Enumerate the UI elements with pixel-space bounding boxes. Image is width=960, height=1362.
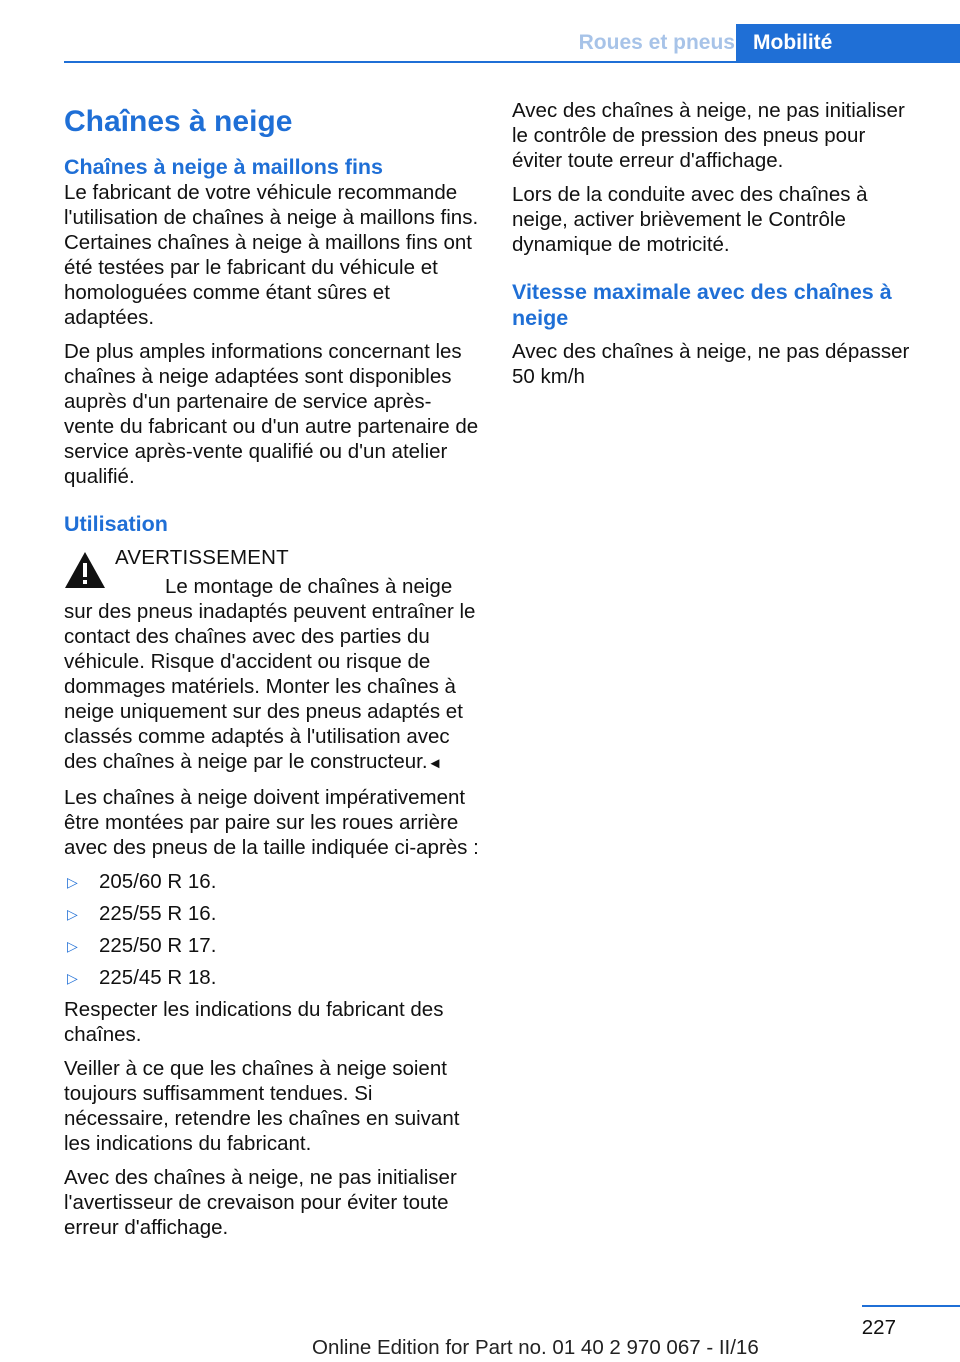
paragraph: Respecter les indications du fabricant des chaînes. <box>64 998 444 1046</box>
bullet-triangle-icon: ▷ <box>67 906 78 922</box>
tire-size-list <box>64 869 480 990</box>
warning-block <box>64 545 480 776</box>
end-mark-icon: ◄ <box>427 755 443 772</box>
bullet-triangle-icon: ▷ <box>67 874 78 890</box>
list-item <box>64 965 480 990</box>
page-number: 227 <box>861 1316 896 1339</box>
section-heading-usage: Utilisation <box>64 512 168 536</box>
warning-title: AVERTISSEMENT <box>115 546 289 569</box>
paragraph: Veiller à ce que les chaînes à neige soient toujours suffisamment tendues. Si nécessaire, retendre les chaînes en suivant les indications du fabricant. <box>64 1057 460 1155</box>
page-title: Chaînes à neige <box>64 105 293 138</box>
edition-note: Online Edition for Part no. 01 40 2 970 067 - II/16 <box>312 1336 759 1359</box>
paragraph: Avec des chaînes à neige, ne pas initialiser l'avertisseur de crevaison pour éviter toute erreur d'affichage. <box>64 1166 457 1239</box>
bullet-triangle-icon: ▷ <box>67 938 78 954</box>
paragraph: Le fabricant de votre véhicule recommande l'utilisation de chaînes à neige à maillons fins. Certaines chaînes à neige à maillons fins ont été testées par le fabricant du véhicule et homologuées comme étant sûres et adaptées. <box>64 181 479 329</box>
warning-body <box>64 574 480 776</box>
paragraph: De plus amples informations concernant les chaînes à neige adaptées sont disponibles auprès d'un partenaire de service après-vente du fabricant ou d'un autre partenaire de service après-vente qualifié ou d'un atelier qualifié. <box>64 340 479 488</box>
tire-size: 225/55 R 16. <box>99 902 217 925</box>
paragraph: Avec des chaînes à neige, ne pas dépasser 50 km/h <box>512 340 910 388</box>
paragraph: Avec des chaînes à neige, ne pas initialiser le contrôle de pression des pneus pour éviter toute erreur d'affichage. <box>512 99 905 172</box>
tire-size: 205/60 R 16. <box>99 870 217 893</box>
section-heading-max-speed: Vitesse maximale avec des chaînes à neige <box>512 280 892 330</box>
paragraph: Les chaînes à neige doivent impérativement être montées par paire sur les roues arrière avec des pneus de la taille indiquée ci-après : <box>64 786 479 859</box>
header-divider <box>64 61 960 63</box>
list-item <box>64 933 480 958</box>
list-item <box>64 869 480 894</box>
tire-size: 225/50 R 17. <box>99 934 217 957</box>
header-section-label: Roues et pneus <box>578 31 735 54</box>
warning-triangle-icon <box>64 551 106 589</box>
bullet-triangle-icon: ▷ <box>67 970 78 986</box>
header-chapter-tab: Mobilité <box>736 24 960 61</box>
right-column <box>512 98 916 398</box>
warning-text: Le montage de chaînes à neige sur des pneus inadaptés peuvent entraîner le contact des chaînes avec des parties du véhicule. Risque d'accident ou risque de dommages matériels. Monter les chaînes à neige uniquement sur des pneus adaptés et classés comme adaptés à l'utilisation avec des chaînes à neige par le constructeur. <box>64 575 476 773</box>
left-column <box>64 98 480 1249</box>
footer-divider <box>862 1305 960 1307</box>
tire-size: 225/45 R 18. <box>99 966 217 989</box>
paragraph: Lors de la conduite avec des chaînes à neige, activer brièvement le Contrôle dynamique de motricité. <box>512 183 868 256</box>
list-item <box>64 901 480 926</box>
section-heading-fine-link-chains: Chaînes à neige à maillons fins <box>64 155 384 179</box>
